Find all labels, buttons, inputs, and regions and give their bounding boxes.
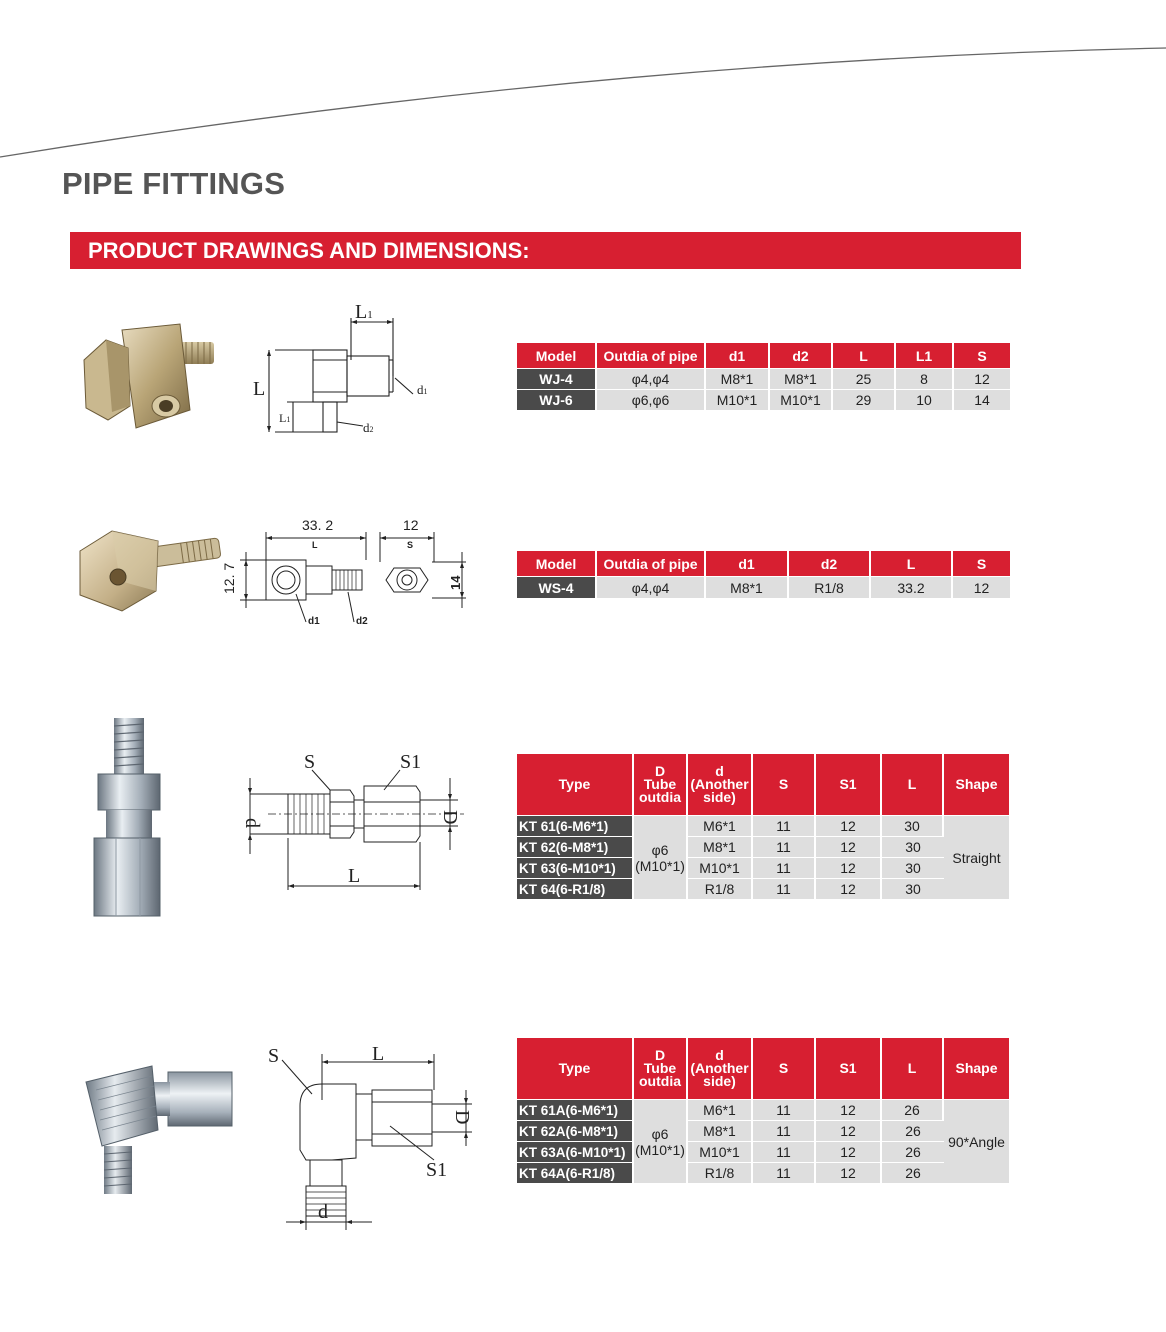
svg-text:d: d — [318, 1201, 328, 1223]
table-cell: 12 — [816, 1099, 882, 1120]
table-cell: 8 — [896, 368, 954, 389]
col-header: L — [833, 343, 896, 368]
svg-text:S: S — [407, 540, 414, 550]
kt-straight-technical-drawing — [228, 750, 478, 900]
table-cell: 12 — [816, 815, 882, 836]
table-cell: 11 — [753, 836, 816, 857]
table-cell: 29 — [833, 389, 896, 410]
table-row — [517, 1120, 1009, 1141]
model-cell: WJ-4 — [517, 368, 597, 389]
table-header-row — [517, 343, 1010, 368]
table-row — [517, 1141, 1009, 1162]
table-row — [517, 836, 1009, 857]
table-cell: 30 — [882, 878, 944, 899]
page-title: PIPE FITTINGS — [62, 166, 286, 201]
col-header: d2 — [770, 343, 833, 368]
table-cell: R1/8 — [789, 576, 871, 598]
kt-angle-spec-table — [517, 1038, 1009, 1183]
type-cell: KT 63A(6-M10*1) — [517, 1141, 634, 1162]
kt-straight-spec-table — [517, 754, 1009, 899]
table-cell: M8*1 — [770, 368, 833, 389]
table-cell: 12 — [953, 576, 1010, 598]
table-cell: 11 — [753, 1120, 816, 1141]
ws-product-photo — [72, 515, 232, 635]
col-header: L1 — [896, 343, 954, 368]
table-cell: 11 — [753, 1141, 816, 1162]
col-header: Model — [517, 343, 597, 368]
col-header: Outdia of pipe — [597, 551, 706, 576]
table-cell: M10*1 — [770, 389, 833, 410]
svg-text:L: L — [312, 540, 318, 550]
col-header-shape: Shape — [944, 1038, 1009, 1099]
table-cell: M8*1 — [688, 1120, 753, 1141]
svg-text:L1: L1 — [355, 301, 373, 323]
table-cell: 12 — [816, 857, 882, 878]
decorative-curve — [0, 0, 1166, 170]
col-header-type: Type — [517, 1038, 634, 1099]
table-cell: 11 — [753, 1162, 816, 1183]
table-cell: M6*1 — [688, 815, 753, 836]
table-cell: 12 — [816, 1120, 882, 1141]
table-cell: 10 — [896, 389, 954, 410]
col-header: S — [953, 551, 1010, 576]
table-cell: 12 — [954, 368, 1010, 389]
svg-text:S: S — [268, 1045, 280, 1067]
table-cell: 11 — [753, 1099, 816, 1120]
col-header-d-tube: D Tube outdia — [634, 1038, 688, 1099]
col-header: d1 — [706, 343, 770, 368]
col-header-s: S — [753, 754, 816, 815]
svg-text:d1: d1 — [417, 382, 428, 397]
table-cell: M10*1 — [688, 857, 753, 878]
section-banner: PRODUCT DRAWINGS AND DIMENSIONS: — [70, 232, 1021, 269]
svg-text:33. 2: 33. 2 — [302, 517, 334, 533]
svg-text:d2: d2 — [356, 616, 368, 627]
col-header: S — [954, 343, 1010, 368]
table-cell: M10*1 — [706, 389, 770, 410]
table-cell: 12 — [816, 836, 882, 857]
svg-text:14: 14 — [448, 575, 463, 590]
svg-text:L: L — [253, 378, 266, 400]
svg-text:d: d — [241, 818, 263, 828]
table-cell: 12 — [816, 878, 882, 899]
col-header-s1: S1 — [816, 754, 882, 815]
kt-angle-technical-drawing — [260, 1040, 485, 1230]
kt-angle-product-photo — [72, 1060, 242, 1200]
wj-technical-drawing — [245, 300, 445, 445]
table-row — [517, 878, 1009, 899]
wj-spec-table — [517, 343, 1010, 410]
table-cell: φ4,φ4 — [597, 576, 706, 598]
model-cell: WS-4 — [517, 576, 597, 598]
table-cell: 26 — [882, 1120, 944, 1141]
table-cell: M10*1 — [688, 1141, 753, 1162]
table-row — [517, 815, 1009, 836]
tube-outdia-cell: φ6 (M10*1) — [634, 1099, 688, 1183]
table-cell: 30 — [882, 836, 944, 857]
ws-spec-table — [517, 551, 1010, 598]
table-cell: φ4,φ4 — [597, 368, 706, 389]
type-cell: KT 62A(6-M8*1) — [517, 1120, 634, 1141]
table-cell: 12 — [816, 1141, 882, 1162]
col-header-d-another-side: d (Another side) — [688, 754, 753, 815]
tube-outdia-cell: φ6 (M10*1) — [634, 815, 688, 899]
col-header-shape: Shape — [944, 754, 1009, 815]
svg-text:12: 12 — [403, 517, 419, 533]
svg-text:L: L — [348, 865, 361, 887]
col-header: Model — [517, 551, 597, 576]
table-cell: 14 — [954, 389, 1010, 410]
table-cell: 25 — [833, 368, 896, 389]
svg-text:S1: S1 — [426, 1159, 448, 1181]
col-header: L — [871, 551, 953, 576]
col-header-type: Type — [517, 754, 634, 815]
svg-text:D: D — [439, 810, 461, 825]
table-header-row — [517, 754, 1009, 815]
col-header: Outdia of pipe — [597, 343, 706, 368]
table-cell: 33.2 — [871, 576, 953, 598]
table-row — [517, 1099, 1009, 1120]
table-cell: M6*1 — [688, 1099, 753, 1120]
table-row — [517, 1162, 1009, 1183]
table-header-row — [517, 1038, 1009, 1099]
col-header-d-another-side: d (Another side) — [688, 1038, 753, 1099]
col-header-l: L — [882, 754, 944, 815]
type-cell: KT 64A(6-R1/8) — [517, 1162, 634, 1183]
col-header-d-tube: D Tube outdia — [634, 754, 688, 815]
table-row — [517, 857, 1009, 878]
table-cell: 26 — [882, 1162, 944, 1183]
type-cell: KT 61(6-M6*1) — [517, 815, 634, 836]
table-cell: M8*1 — [706, 576, 789, 598]
table-cell: 12 — [816, 1162, 882, 1183]
svg-text:L1: L1 — [279, 411, 291, 425]
wj-product-photo — [72, 300, 232, 450]
table-row — [517, 576, 1010, 598]
table-cell: φ6,φ6 — [597, 389, 706, 410]
type-cell: KT 62(6-M8*1) — [517, 836, 634, 857]
table-header-row — [517, 551, 1010, 576]
kt-straight-product-photo — [80, 712, 180, 922]
col-header: d2 — [789, 551, 871, 576]
col-header-s1: S1 — [816, 1038, 882, 1099]
model-cell: WJ-6 — [517, 389, 597, 410]
shape-cell: Straight — [944, 815, 1009, 899]
type-cell: KT 61A(6-M6*1) — [517, 1099, 634, 1120]
table-row — [517, 368, 1010, 389]
svg-text:12. 7: 12. 7 — [221, 562, 237, 594]
table-cell: 30 — [882, 815, 944, 836]
table-cell: 11 — [753, 815, 816, 836]
type-cell: KT 64(6-R1/8) — [517, 878, 634, 899]
ws-technical-drawing — [218, 512, 478, 637]
col-header: d1 — [706, 551, 789, 576]
svg-text:D: D — [451, 1110, 473, 1125]
table-cell: 11 — [753, 878, 816, 899]
col-header-l: L — [882, 1038, 944, 1099]
col-header-s: S — [753, 1038, 816, 1099]
table-cell: M8*1 — [706, 368, 770, 389]
svg-text:d2: d2 — [363, 420, 374, 435]
table-cell: 26 — [882, 1141, 944, 1162]
table-cell: R1/8 — [688, 1162, 753, 1183]
type-cell: KT 63(6-M10*1) — [517, 857, 634, 878]
table-cell: R1/8 — [688, 878, 753, 899]
svg-text:L: L — [372, 1043, 385, 1065]
svg-text:d1: d1 — [308, 616, 320, 627]
svg-text:S: S — [304, 751, 316, 773]
table-cell: 30 — [882, 857, 944, 878]
table-row — [517, 389, 1010, 410]
table-cell: 11 — [753, 857, 816, 878]
svg-text:S1: S1 — [400, 751, 422, 773]
shape-cell: 90*Angle — [944, 1099, 1009, 1183]
table-cell: 26 — [882, 1099, 944, 1120]
table-cell: M8*1 — [688, 836, 753, 857]
